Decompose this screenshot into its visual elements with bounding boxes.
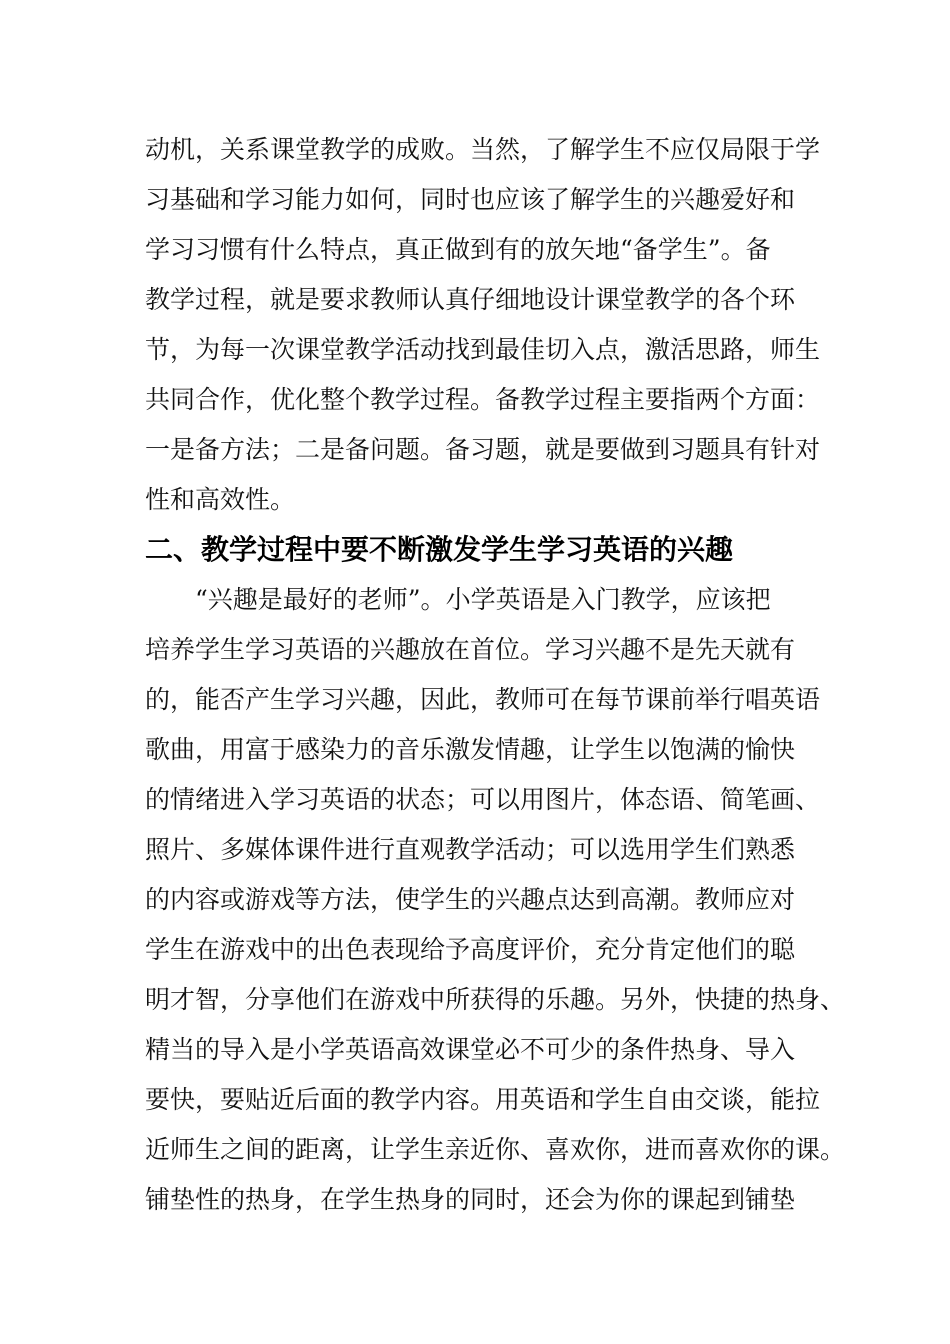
paragraph-1-line-6: 共同合作，优化整个教学过程。备教学过程主要指两个方面：: [145, 385, 821, 414]
paragraph-1-line-1: 动机，关系课堂教学的成败。当然，了解学生不应仅局限于学: [145, 135, 821, 164]
paragraph-1-line-8: 性和高效性。: [145, 485, 296, 514]
paragraph-1-line-2: 习基础和学习能力如何，同时也应该了解学生的兴趣爱好和: [145, 185, 796, 214]
paragraph-2-line-10: 精当的导入是小学英语高效课堂必不可少的条件热身、导入: [145, 1035, 796, 1064]
paragraph-1-line-4: 教学过程，就是要求教师认真仔细地设计课堂教学的各个环: [145, 285, 796, 314]
paragraph-2-line-3: 的，能否产生学习兴趣，因此，教师可在每节课前举行唱英语: [145, 685, 821, 714]
paragraph-2-line-4: 歌曲，用富于感染力的音乐激发情趣，让学生以饱满的愉快: [145, 735, 796, 764]
section-heading: 二、教学过程中要不断激发学生学习英语的兴趣: [145, 533, 734, 566]
paragraph-2-line-11: 要快，要贴近后面的教学内容。用英语和学生自由交谈，能拉: [145, 1085, 821, 1114]
paragraph-2-line-7: 的内容或游戏等方法，使学生的兴趣点达到高潮。教师应对: [145, 885, 796, 914]
paragraph-1-line-7: 一是备方法；二是备问题。备习题，就是要做到习题具有针对: [145, 435, 821, 464]
paragraph-2-line-13: 铺垫性的热身，在学生热身的同时，还会为你的课起到铺垫: [145, 1185, 796, 1214]
paragraph-2-line-6: 照片、多媒体课件进行直观教学活动；可以选用学生们熟悉: [145, 835, 796, 864]
paragraph-2-line-1: “兴趣是最好的老师”。小学英语是入门教学，应该把: [145, 585, 771, 614]
paragraph-2-line-12: 近师生之间的距离，让学生亲近你、喜欢你，进而喜欢你的课。: [145, 1135, 846, 1164]
paragraph-1-line-3: 学习习惯有什么特点，真正做到有的放矢地“备学生”。备: [145, 235, 771, 264]
paragraph-2-line-8: 学生在游戏中的出色表现给予高度评价，充分肯定他们的聪: [145, 935, 796, 964]
paragraph-2-line-9: 明才智，分享他们在游戏中所获得的乐趣。另外，快捷的热身、: [145, 985, 846, 1014]
paragraph-2-line-5: 的情绪进入学习英语的状态；可以用图片，体态语、简笔画、: [145, 785, 821, 814]
paragraph-1-line-5: 节，为每一次课堂教学活动找到最佳切入点，激活思路，师生: [145, 335, 821, 364]
paragraph-2-line-2: 培养学生学习英语的兴趣放在首位。学习兴趣不是先天就有: [145, 635, 796, 664]
